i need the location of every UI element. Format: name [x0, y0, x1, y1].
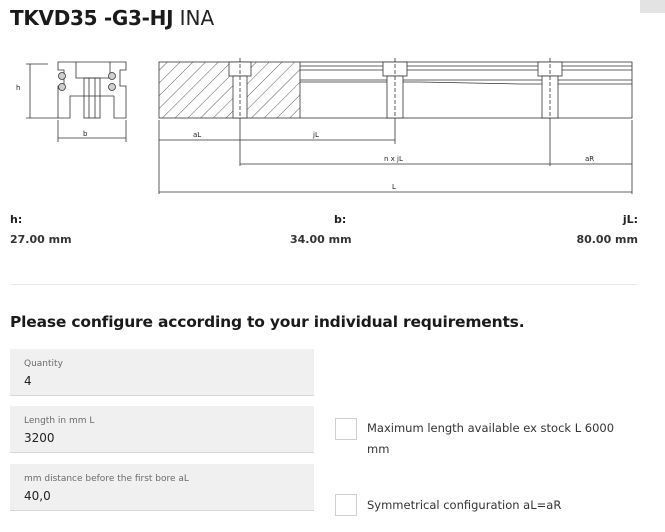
- corner-tab: [640, 0, 665, 13]
- technical-drawing: [0, 50, 665, 200]
- config-heading: Please configure according to your individual requirements.: [10, 313, 525, 331]
- dimension-b: [290, 213, 370, 247]
- dimension-jl-value: 80.00 mm: [576, 233, 638, 246]
- dimension-b-label: b:: [334, 213, 347, 226]
- divider: [10, 284, 638, 285]
- product-title: [10, 5, 214, 31]
- label-h: h: [16, 84, 21, 92]
- dimension-h-label: h:: [10, 213, 23, 226]
- quantity-label: Quantity: [24, 359, 63, 369]
- dimension-h-value: 27.00 mm: [10, 233, 72, 246]
- length-label: Length in mm L: [24, 416, 95, 426]
- dimensions-row: [10, 213, 638, 253]
- symmetrical-config-checkbox[interactable]: [335, 494, 357, 516]
- label-n-x-jL: n x jL: [384, 155, 403, 163]
- max-length-label: Maximum length available ex stock L 6000 mm: [367, 421, 615, 456]
- dimension-jl-label: jL:: [622, 213, 638, 226]
- quantity-input[interactable]: 4: [24, 374, 32, 388]
- dimension-jl: [576, 213, 638, 247]
- label-b: b: [83, 130, 88, 138]
- first-bore-distance-label: mm distance before the first bore aL: [24, 474, 189, 484]
- side-view: [159, 58, 632, 194]
- label-jL: jL: [313, 131, 319, 139]
- length-field[interactable]: [10, 406, 314, 453]
- length-input[interactable]: 3200: [24, 431, 55, 445]
- product-code: TKVD35 -G3-HJ: [10, 6, 174, 30]
- dimension-b-value: 34.00 mm: [290, 233, 352, 246]
- symmetrical-config-label: Symmetrical configuration aL=aR: [367, 498, 562, 512]
- max-length-checkbox[interactable]: [335, 418, 357, 440]
- product-brand: INA: [179, 6, 215, 30]
- first-bore-distance-input[interactable]: 40,0: [24, 489, 51, 503]
- first-bore-distance-field[interactable]: [10, 464, 314, 511]
- label-aR: aR: [585, 155, 595, 163]
- cross-section-view: [26, 62, 126, 142]
- label-L: L: [392, 183, 396, 191]
- dimension-h: [10, 213, 72, 247]
- quantity-field[interactable]: [10, 349, 314, 396]
- label-aL: aL: [193, 131, 202, 139]
